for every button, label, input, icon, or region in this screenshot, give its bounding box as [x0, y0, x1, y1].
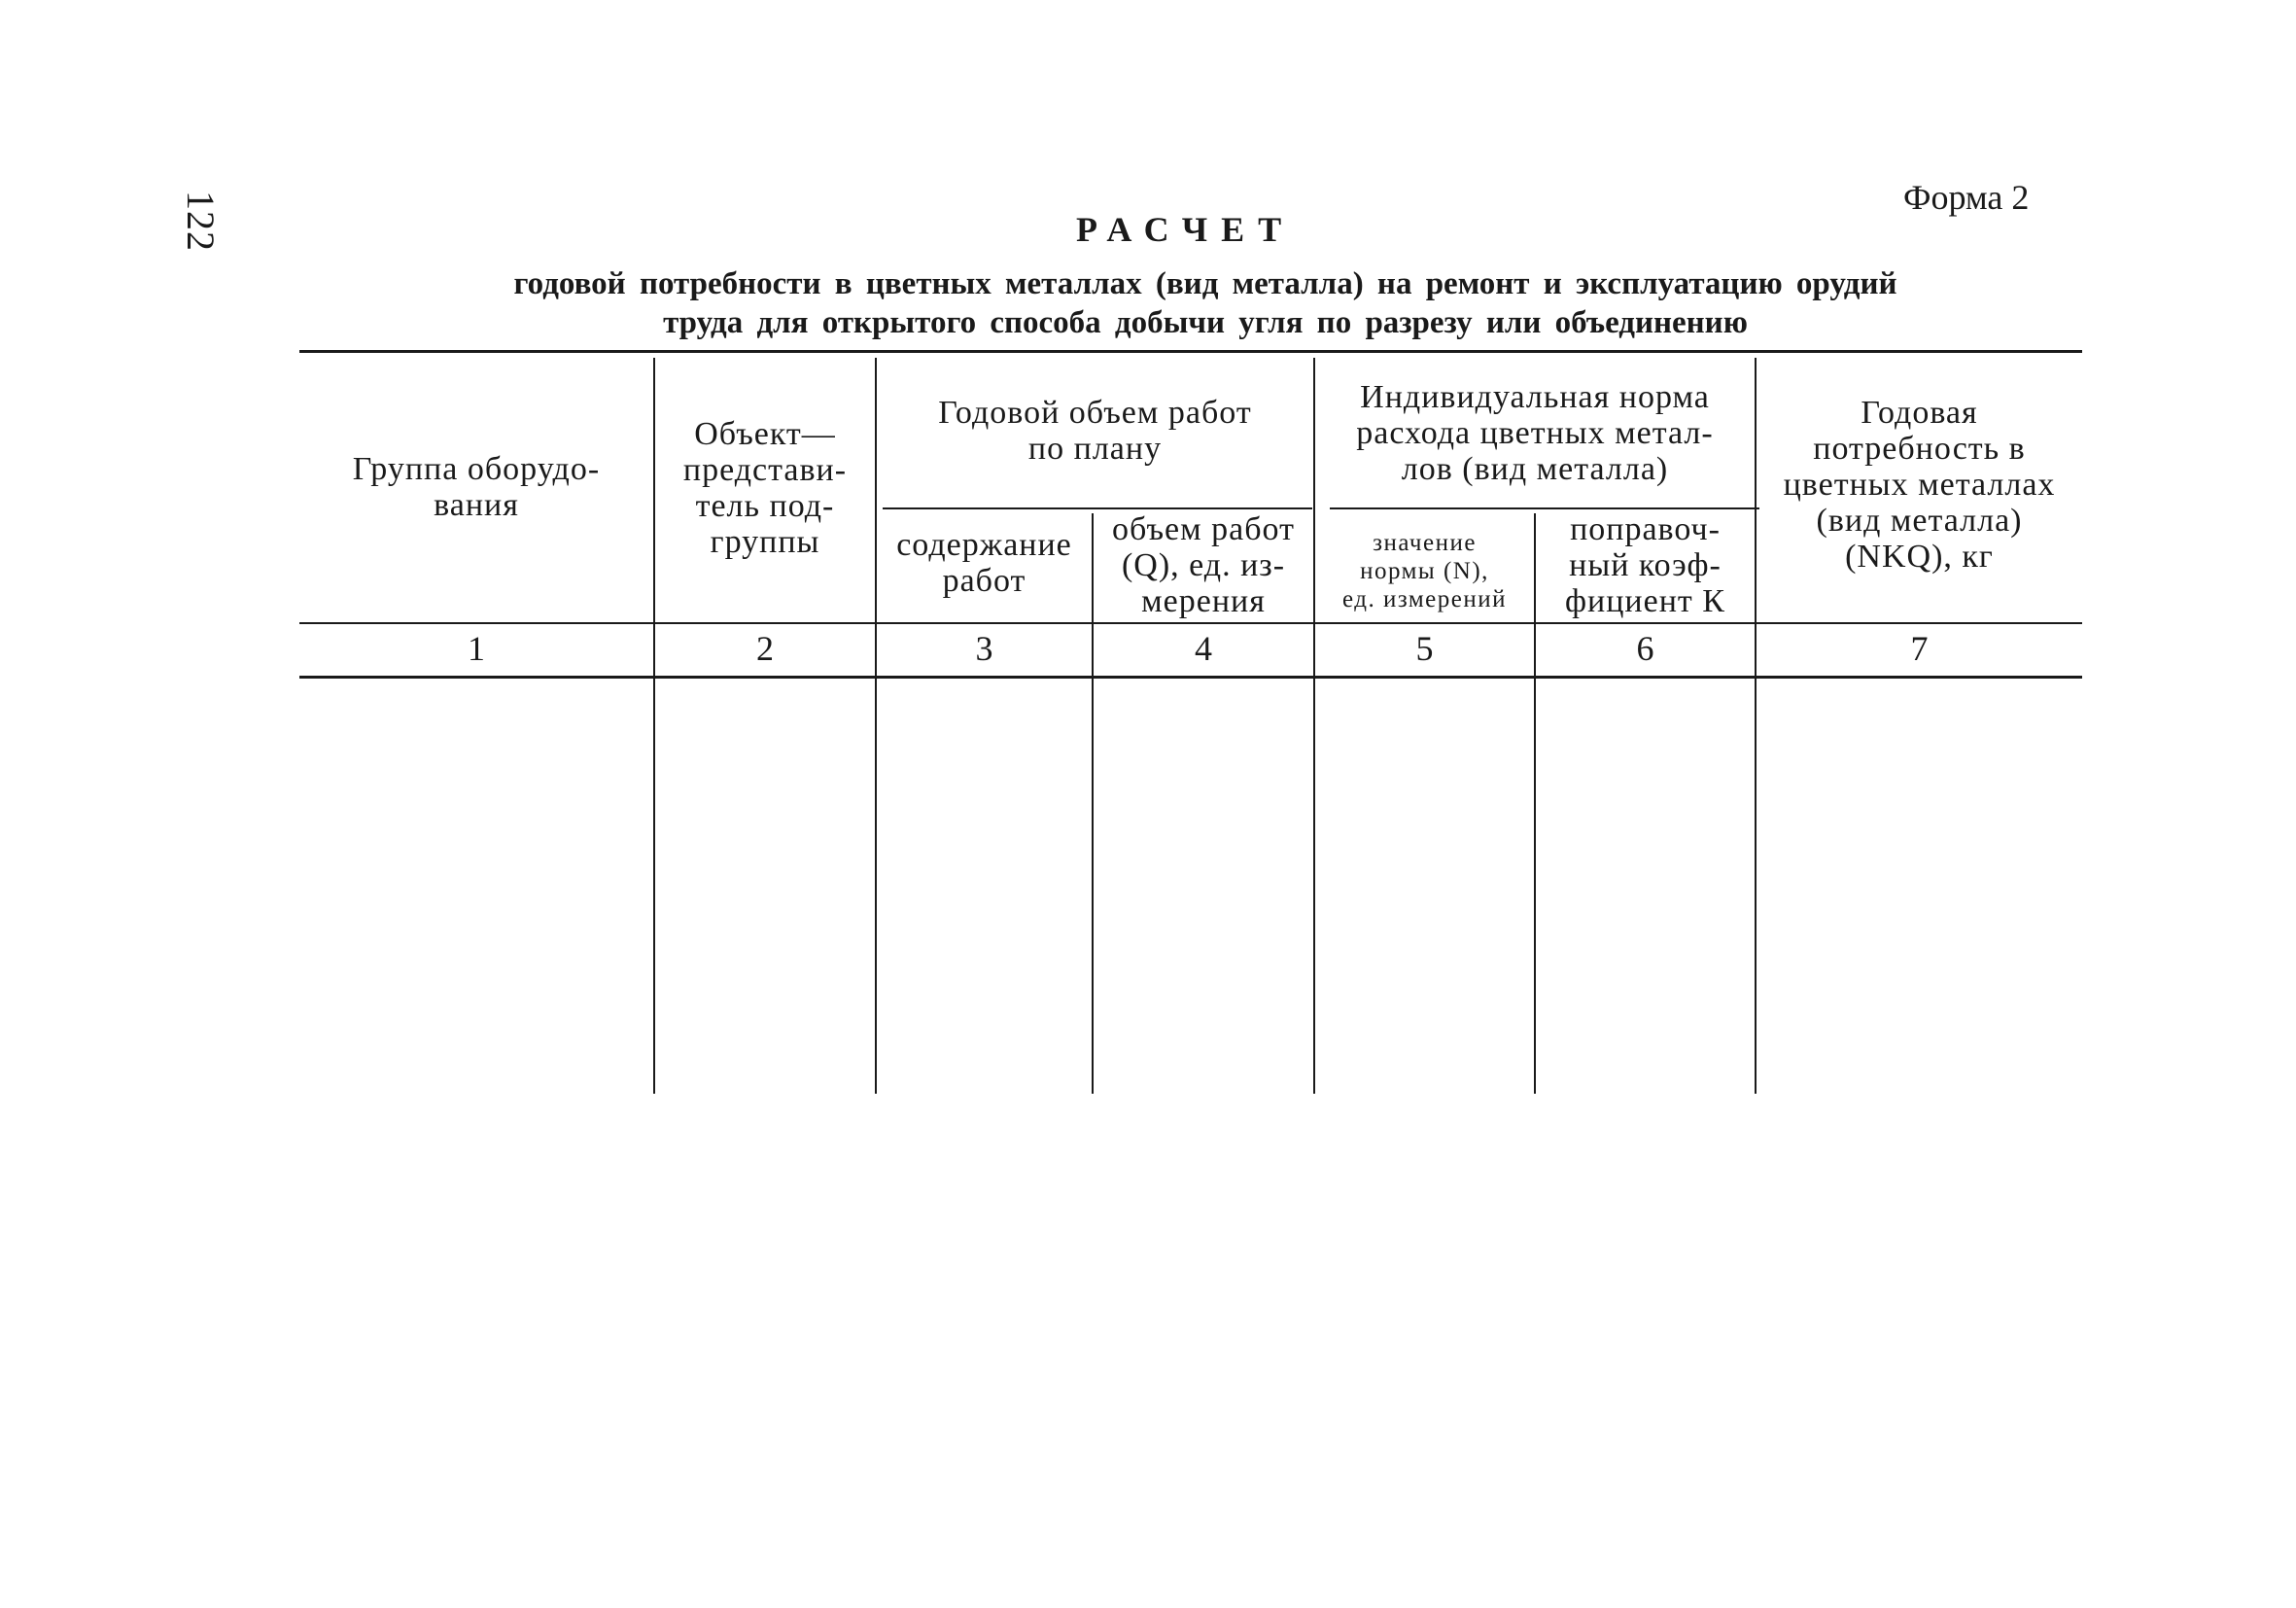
page-number: 122 — [179, 191, 223, 252]
subtitle-line-1: годовой потребности в цветных металлах (вид металла) на ремонт и эксплуатацию орудий — [513, 266, 1897, 301]
header-group: Группа оборудо- вания — [352, 451, 601, 523]
column-number-4: 4 — [1195, 629, 1212, 668]
document-title: РАСЧЕТ — [1076, 210, 1296, 249]
calculation-table — [299, 350, 2082, 1094]
table-top-rule — [299, 350, 2082, 353]
subheader-rule-left — [883, 507, 1312, 509]
header-annual-need: Годовая потребность в цветных металлах (вид металла) (NKQ), кг — [1783, 395, 2056, 575]
header-norm-value: значение нормы (N), ед. измерений — [1341, 530, 1508, 612]
column-number-7: 7 — [1910, 629, 1929, 668]
numbers-bottom-rule — [299, 676, 2082, 679]
header-object: Объект— представи- тель под- группы — [682, 416, 848, 560]
header-work-volume: объем работ (Q), ед. из- мерения — [1112, 511, 1295, 619]
column-divider-2 — [875, 358, 877, 1094]
column-number-5: 5 — [1415, 629, 1434, 668]
header-correction: поправоч- ный коэф- фициент К — [1565, 511, 1725, 619]
subtitle-line-2: труда для открытого способа добычи угля по разрезу или объединению — [663, 305, 1748, 340]
document-subtitle — [389, 264, 2022, 342]
column-number-2: 2 — [756, 629, 774, 668]
form-label: Форма 2 — [1903, 178, 2030, 217]
header-annual-volume: Годовой объем работ по плану — [938, 395, 1252, 467]
column-number-6: 6 — [1636, 629, 1654, 668]
header-individual-norm: Индивидуальная норма расхода цветных метал- лов (вид металла) — [1356, 379, 1714, 487]
header-work-content: содержание работ — [896, 527, 1072, 599]
column-number-3: 3 — [975, 629, 993, 668]
subheader-rule-right — [1330, 507, 1759, 509]
header-bottom-rule — [299, 622, 2082, 624]
column-number-1: 1 — [468, 629, 485, 668]
